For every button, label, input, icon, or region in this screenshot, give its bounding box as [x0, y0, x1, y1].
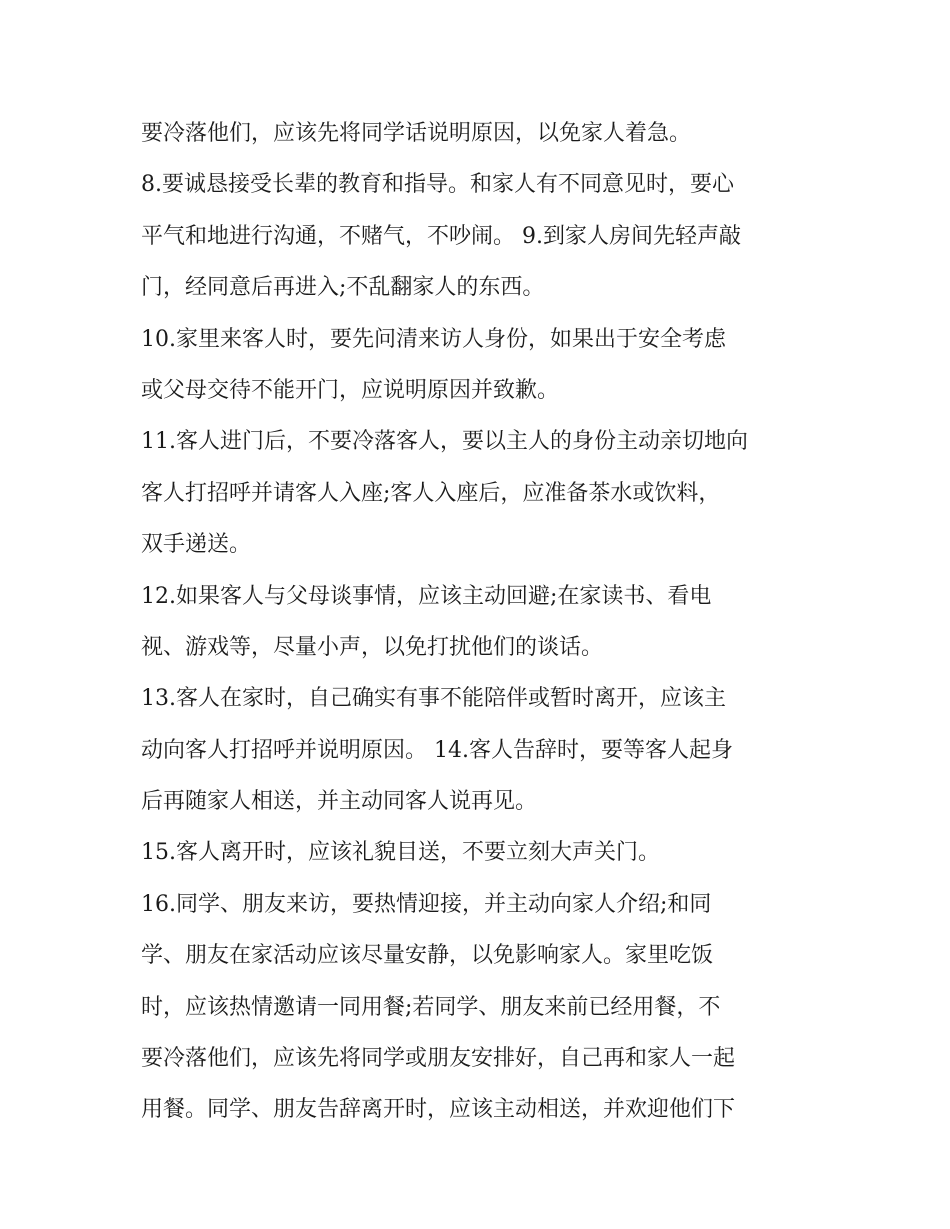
text-line: 12.如果客人与父母谈事情，应该主动回避;在家读书、看电 [141, 583, 712, 609]
document-body [141, 108, 821, 1136]
text-line: 16.同学、朋友来访，要热情迎接，并主动向家人介绍;和同 [141, 891, 712, 917]
text-line: 或父母交待不能开门，应说明原因并致歉。 [141, 377, 560, 403]
text-line: 视、游戏等，尽量小声，以免打扰他们的谈话。 [141, 634, 604, 660]
text-line: 后再随家人相送，并主动同客人说再见。 [141, 789, 538, 815]
text-line: 要冷落他们，应该先将同学或朋友安排好，自己再和家人一起 [141, 1046, 736, 1072]
text-line: 10.家里来客人时，要先问清来访人身份，如果出于安全考虑 [141, 326, 726, 352]
text-line: 客人打招呼并请客人入座;客人入座后，应准备茶水或饮料， [141, 480, 721, 506]
text-line: 平气和地进行沟通，不赌气，不吵闹。 9.到家人房间先轻声敲 [141, 223, 741, 249]
text-line: 动向客人打招呼并说明原因。 14.客人告辞时，要等客人起身 [141, 737, 733, 763]
text-line: 学、朋友在家活动应该尽量安静，以免影响家人。家里吃饭 [141, 943, 714, 969]
text-line: 时，应该热情邀请一同用餐;若同学、朋友来前已经用餐，不 [141, 994, 721, 1020]
text-line: 15.客人离开时，应该礼貌目送，不要立刻大声关门。 [141, 840, 660, 866]
text-line: 用餐。同学、朋友告辞离开时，应该主动相送，并欢迎他们下 [141, 1097, 736, 1123]
text-line: 11.客人进门后，不要冷落客人，要以主人的身份主动亲切地向 [141, 429, 748, 455]
text-line: 8.要诚恳接受长辈的教育和指导。和家人有不同意见时，要心 [141, 172, 734, 198]
text-line: 13.客人在家时，自己确实有事不能陪伴或暂时离开，应该主 [141, 686, 726, 712]
text-line: 要冷落他们，应该先将同学话说明原因，以免家人着急。 [141, 121, 692, 146]
text-line: 门，经同意后再进入;不乱翻家人的东西。 [141, 275, 545, 301]
text-line: 双手递送。 [141, 532, 252, 558]
